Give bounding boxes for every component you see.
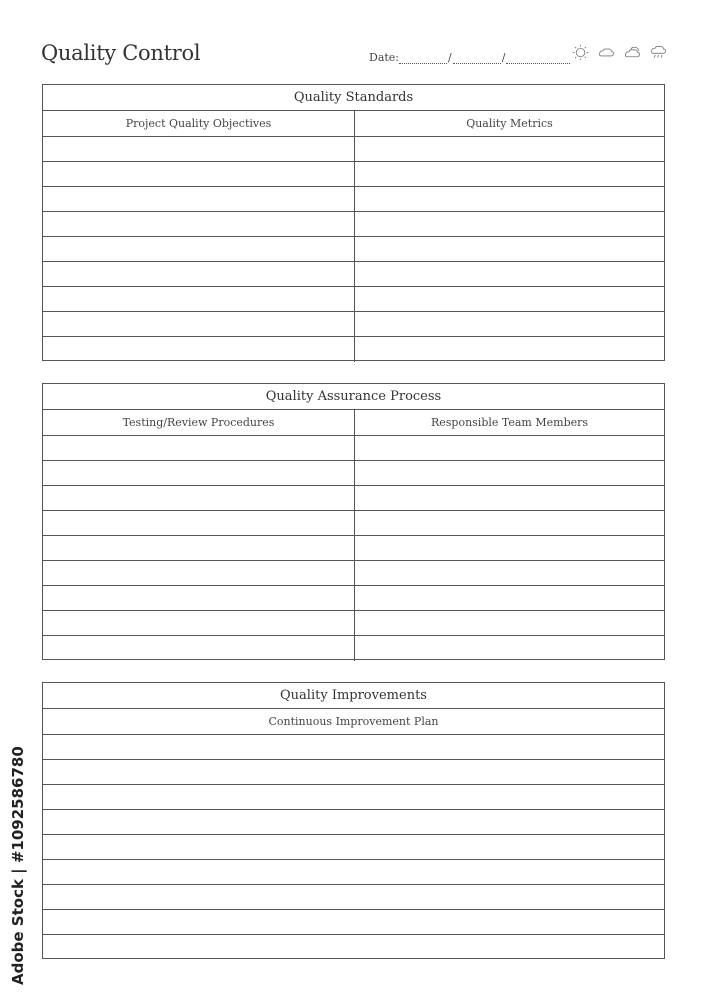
writing-cell[interactable] [355, 461, 664, 485]
table-row [43, 910, 664, 935]
writing-cell[interactable] [355, 636, 664, 661]
writing-cell[interactable] [43, 785, 664, 809]
table-row [43, 810, 664, 835]
date-day-blank[interactable] [399, 53, 447, 64]
writing-cell[interactable] [355, 337, 664, 362]
writing-cell[interactable] [355, 137, 664, 161]
column-header: Quality Metrics [466, 117, 553, 130]
stock-watermark-id: Adobe Stock | #1092586780 [9, 746, 27, 985]
writing-cell[interactable] [43, 337, 355, 362]
table-row [43, 735, 664, 760]
date-year-blank[interactable] [506, 53, 570, 64]
table-row [43, 212, 664, 237]
table-row [43, 885, 664, 910]
writing-cell[interactable] [43, 312, 355, 336]
table-rows [43, 137, 664, 362]
table-row [43, 536, 664, 561]
writing-cell[interactable] [43, 760, 664, 784]
writing-cell[interactable] [355, 436, 664, 460]
sun-icon[interactable] [572, 44, 589, 65]
writing-cell[interactable] [43, 586, 355, 610]
writing-cell[interactable] [43, 735, 664, 759]
writing-cell[interactable] [43, 536, 355, 560]
table-row [43, 561, 664, 586]
writing-cell[interactable] [43, 187, 355, 211]
table-rows [43, 735, 664, 960]
writing-cell[interactable] [43, 611, 355, 635]
writing-cell[interactable] [43, 486, 355, 510]
table-row [43, 262, 664, 287]
table-row [43, 611, 664, 636]
writing-cell[interactable] [355, 287, 664, 311]
date-separator: / [501, 51, 506, 64]
column-header: Testing/Review Procedures [43, 410, 355, 435]
writing-cell[interactable] [43, 810, 664, 834]
section-title: Quality Standards [43, 85, 664, 111]
column-header-row [43, 709, 664, 735]
writing-cell[interactable] [355, 536, 664, 560]
writing-cell[interactable] [355, 312, 664, 336]
writing-cell[interactable] [43, 262, 355, 286]
writing-cell[interactable] [355, 237, 664, 261]
table-row [43, 835, 664, 860]
page-title: Quality Control [41, 41, 201, 65]
quality-standards-table [42, 84, 665, 361]
writing-cell[interactable] [355, 486, 664, 510]
table-row [43, 287, 664, 312]
table-row [43, 760, 664, 785]
table-row [43, 137, 664, 162]
date-label: Date: [369, 51, 400, 64]
date-month-blank[interactable] [453, 53, 501, 64]
table-row [43, 162, 664, 187]
quality-assurance-table [42, 383, 665, 660]
table-row [43, 785, 664, 810]
writing-cell[interactable] [43, 835, 664, 859]
writing-cell[interactable] [43, 511, 355, 535]
table-row [43, 337, 664, 362]
writing-cell[interactable] [355, 511, 664, 535]
table-rows [43, 436, 664, 661]
writing-cell[interactable] [355, 262, 664, 286]
cloud-icon[interactable] [598, 44, 615, 65]
writing-cell[interactable] [43, 237, 355, 261]
table-row [43, 187, 664, 212]
writing-cell[interactable] [43, 287, 355, 311]
writing-cell[interactable] [355, 586, 664, 610]
column-header: Project Quality Objectives [43, 111, 355, 136]
rain-icon[interactable] [650, 44, 667, 65]
table-row [43, 935, 664, 960]
cloudy-icon[interactable] [624, 44, 641, 65]
writing-cell[interactable] [43, 162, 355, 186]
writing-cell[interactable] [43, 885, 664, 909]
writing-cell[interactable] [355, 187, 664, 211]
writing-cell[interactable] [355, 611, 664, 635]
table-row [43, 511, 664, 536]
column-header-row [43, 410, 664, 436]
section-title: Quality Assurance Process [43, 384, 664, 410]
weather-selector [572, 44, 667, 65]
writing-cell[interactable] [43, 636, 355, 661]
writing-cell[interactable] [43, 935, 664, 960]
column-header: Responsible Team Members [430, 416, 589, 429]
table-row [43, 636, 664, 661]
writing-cell[interactable] [355, 212, 664, 236]
column-header: Continuous Improvement Plan [268, 715, 439, 728]
writing-cell[interactable] [43, 910, 664, 934]
writing-cell[interactable] [355, 561, 664, 585]
table-row [43, 312, 664, 337]
date-field[interactable] [369, 51, 570, 64]
table-row [43, 486, 664, 511]
writing-cell[interactable] [43, 860, 664, 884]
writing-cell[interactable] [43, 212, 355, 236]
table-row [43, 586, 664, 611]
section-title: Quality Improvements [43, 683, 664, 709]
writing-cell[interactable] [43, 461, 355, 485]
table-row [43, 436, 664, 461]
writing-cell[interactable] [355, 162, 664, 186]
writing-cell[interactable] [43, 436, 355, 460]
table-row [43, 237, 664, 262]
table-row [43, 860, 664, 885]
column-header-row [43, 111, 664, 137]
writing-cell[interactable] [43, 137, 355, 161]
date-separator: / [448, 51, 452, 64]
table-row [43, 461, 664, 486]
writing-cell[interactable] [43, 561, 355, 585]
quality-improvements-table [42, 682, 665, 959]
